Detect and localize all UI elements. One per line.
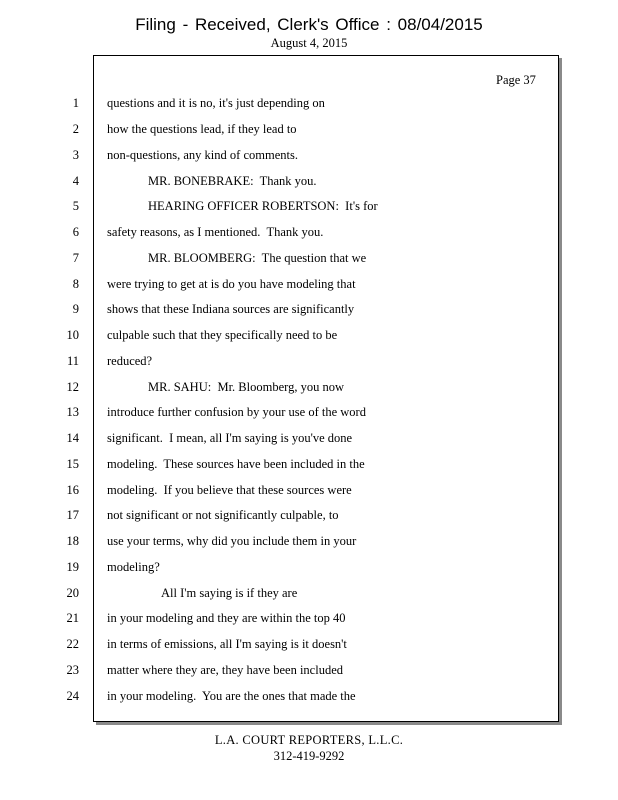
line-number: 5 [72,199,79,213]
transcript-line: how the questions lead, if they lead to [107,122,297,136]
line-number: 1 [72,96,79,110]
line-number: 7 [72,251,79,265]
transcript-line: introduce further confusion by your use of the word [107,405,366,419]
transcript-line: modeling. If you believe that these sources were [107,483,352,497]
transcript-line: HEARING OFFICER ROBERTSON: It's for [148,199,378,213]
transcript-line: modeling. These sources have been included in the [107,457,365,471]
transcript-line: shows that these Indiana sources are significantly [107,302,355,316]
line-number: 3 [72,148,79,162]
transcript-line: in your modeling and they are within the top 40 [107,611,346,625]
line-number: 11 [66,354,79,368]
transcript-line: use your terms, why did you include them in your [107,534,357,548]
transcript-line: MR. SAHU: Mr. Bloomberg, you now [148,380,344,394]
transcript-line: were trying to get at is do you have modeling that [107,277,356,291]
line-number: 24 [66,689,79,703]
line-number: 16 [66,483,79,497]
line-number: 21 [66,611,79,625]
transcript-line: MR. BONEBRAKE: Thank you. [148,174,317,188]
line-number: 4 [72,174,79,188]
line-number: 12 [66,380,79,394]
line-number: 8 [72,277,79,291]
line-number: 2 [72,122,79,136]
footer-phone: 312-419-9292 [273,749,345,763]
page-number: Page 37 [496,73,536,87]
line-number: 17 [66,508,79,522]
line-number: 18 [66,534,79,548]
document-date: August 4, 2015 [270,36,348,50]
transcript-line: significant. I mean, all I'm saying is you've done [107,431,353,445]
transcript-line: not significant or not significantly culpable, to [107,508,339,522]
footer-company: L.A. COURT REPORTERS, L.L.C. [214,733,404,747]
transcript-line: matter where they are, they have been included [107,663,343,677]
line-number: 23 [66,663,79,677]
transcript-line: questions and it is no, it's just depending on [107,96,325,110]
line-number: 6 [72,225,79,239]
transcript-line: non-questions, any kind of comments. [107,148,298,162]
line-number: 20 [66,586,79,600]
transcript-line: culpable such that they specifically need to be [107,328,338,342]
line-number: 13 [66,405,79,419]
line-number: 14 [66,431,79,445]
transcript-line: in terms of emissions, all I'm saying is it doesn't [107,637,347,651]
line-number: 19 [66,560,79,574]
filing-stamp: Filing - Received, Clerk's Office : 08/04/2015 [135,15,483,34]
line-number: 10 [66,328,79,342]
line-number: 15 [66,457,79,471]
transcript-line: safety reasons, as I mentioned. Thank you. [107,225,324,239]
transcript-line: in your modeling. You are the ones that made the [107,689,356,703]
line-number: 22 [66,637,79,651]
transcript-line: modeling? [107,560,160,574]
transcript-line: reduced? [107,354,153,368]
transcript-line: All I'm saying is if they are [161,586,298,600]
transcript-line: MR. BLOOMBERG: The question that we [148,251,367,265]
line-number: 9 [72,302,79,316]
